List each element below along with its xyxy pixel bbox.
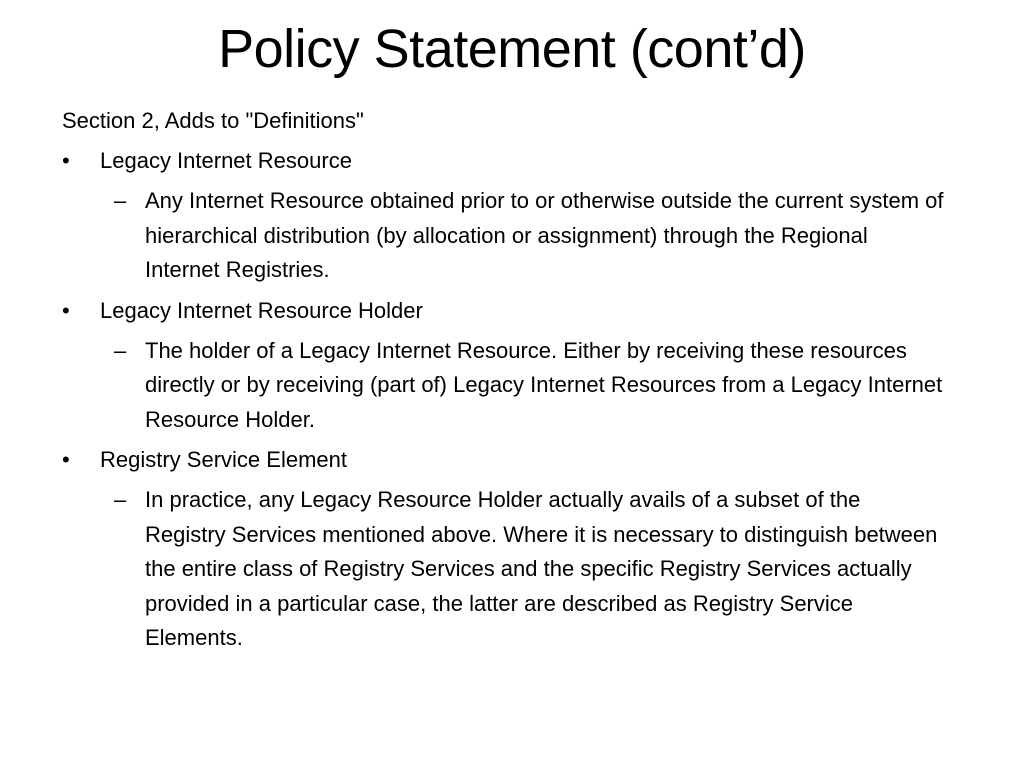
bullet-icon: • bbox=[62, 447, 70, 472]
dash-icon: – bbox=[114, 337, 127, 363]
definition-term-label: Registry Service Element bbox=[100, 447, 347, 472]
bullet-icon: • bbox=[62, 297, 70, 323]
definition-description bbox=[62, 483, 962, 656]
slide-body bbox=[62, 104, 962, 656]
bullet-icon: • bbox=[62, 148, 70, 173]
definition-term-label: Legacy Internet Resource Holder bbox=[100, 297, 423, 323]
dash-icon: – bbox=[114, 487, 127, 512]
definition-description-text: The holder of a Legacy Internet Resource. Either by receiving these resources directly or by receiving (part of) Legacy Internet Resources from a Legacy Internet Resource Holder. bbox=[145, 337, 943, 432]
definition-description bbox=[62, 184, 962, 288]
section-label: Section 2, Adds to "Definitions" bbox=[62, 108, 364, 133]
definition-description-text: Any Internet Resource obtained prior to or otherwise outside the current system of hierarchical distribution (by allocation or assignment) through the Regional Internet Registries. bbox=[145, 188, 944, 282]
slide-title: Policy Statement (cont’d) bbox=[218, 19, 806, 79]
definition-term bbox=[62, 443, 962, 477]
definition-description-text: In practice, any Legacy Resource Holder actually avails of a subset of the Registry Services mentioned above. Where it is necessary to distinguish between the entire class of Registry Services and the specific Registry Services actually provided in a particular case, the latter are described as Registry Service Elements. bbox=[145, 487, 938, 650]
definition-term bbox=[62, 294, 962, 328]
definition-term bbox=[62, 144, 962, 178]
definition-description bbox=[62, 334, 962, 438]
dash-icon: – bbox=[114, 188, 127, 213]
definition-term-label: Legacy Internet Resource bbox=[100, 148, 352, 173]
